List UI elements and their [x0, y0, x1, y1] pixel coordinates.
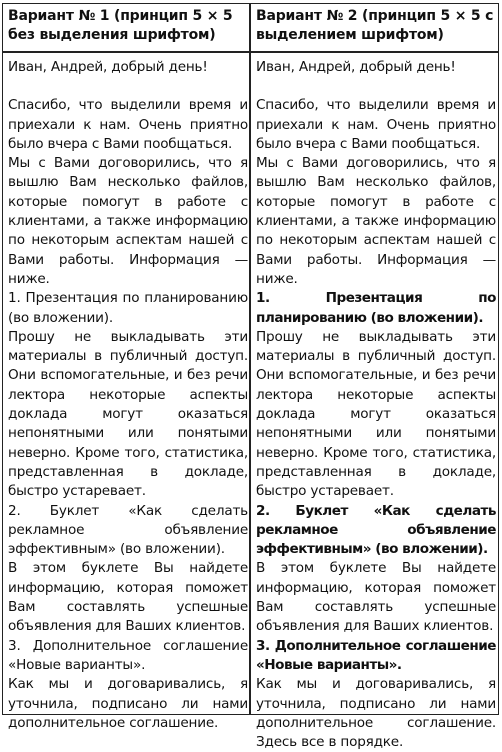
variant-2-column	[256, 4, 496, 752]
variant-1-greeting: Иван, Андрей, добрый день!	[8, 59, 208, 75]
variant-1-item-3-text: Как мы и договаривались, я уточнила, подписано ли нами дополнительное соглашение.	[8, 676, 248, 731]
variant-2-item-1-text: Прошу не выкладывать эти материалы в публичный доступ. Они вспомогательные, и без речи лектора некоторые аспекты доклада могут оказаться непонятными или понятыми неверно. Кроме того, статистика, представленная в докладе, быстро устаревает.	[256, 328, 496, 500]
variant-1-heading: Вариант № 1 (принцип 5 × 5 без выделения шрифтом)	[8, 8, 233, 43]
variant-2-item-2-text: В этом буклете Вы найдете информацию, которая поможет Вам составлять успешные объявления для Ваших клиентов.	[256, 560, 496, 635]
variant-2-heading: Вариант № 2 (принцип 5 × 5 с выделением шрифтом)	[256, 8, 494, 43]
variant-2-item-2-title: 2. Буклет «Как сделать рекламное объявление эффективным» (во вложении).	[256, 502, 496, 558]
variant-2-item-3-text: Как мы и договаривались, я уточнила, подписано ли нами дополнительное соглашение. Здесь все в порядке.	[256, 676, 496, 751]
variant-1-item-1-title: 1. Презентация по планированию (во вложении).	[8, 290, 248, 326]
variant-1-item-3-title: 3. Дополнительное соглашение «Новые варианты».	[8, 637, 248, 673]
variant-2-intro: Спасибо, что выделили время и приехали к нам. Очень приятно было вчера с Вами пообщаться.	[256, 97, 496, 152]
variant-1-item-2-title: 2. Буклет «Как сделать рекламное объявление эффективным» (во вложении).	[8, 502, 248, 558]
variant-1-item-1-text: Прошу не выкладывать эти материалы в публичный доступ. Они вспомогательные, и без речи лектора некоторые аспекты доклада могут оказаться непонятными или понятыми неверно. Кроме того, статистика, представленная в докладе, быстро устаревает.	[8, 328, 248, 500]
variant-1-agreement: Мы с Вами договорились, что я вышлю Вам несколько файлов, которые помогут в работе с клиентами, а также информацию по некоторым аспектам нашей с Вами работы. Информация — ниже.	[8, 155, 248, 287]
variant-2-body	[256, 51, 496, 752]
variant-1-body	[8, 51, 248, 733]
variant-2-item-1-title: 1. Презентация по планированию (во вложении).	[256, 290, 496, 326]
variant-2-item-3-title: 3. Дополнительное соглашение «Новые варианты».	[256, 637, 496, 673]
variant-1-item-2-text: В этом буклете Вы найдете информацию, которая поможет Вам составлять успешные объявления для Ваших клиентов.	[8, 560, 248, 635]
column-divider	[249, 4, 251, 714]
variant-1-column	[8, 4, 248, 733]
variant-2-agreement: Мы с Вами договорились, что я вышлю Вам несколько файлов, которые помогут в работе с клиентами, а также информацию по некоторым аспектам нашей с Вами работы. Информация — ниже.	[256, 155, 496, 287]
variant-2-greeting: Иван, Андрей, добрый день!	[256, 59, 456, 75]
variant-1-intro: Спасибо, что выделили время и приехали к нам. Очень приятно было вчера с Вами пообщаться.	[8, 97, 248, 152]
comparison-table	[2, 3, 499, 751]
